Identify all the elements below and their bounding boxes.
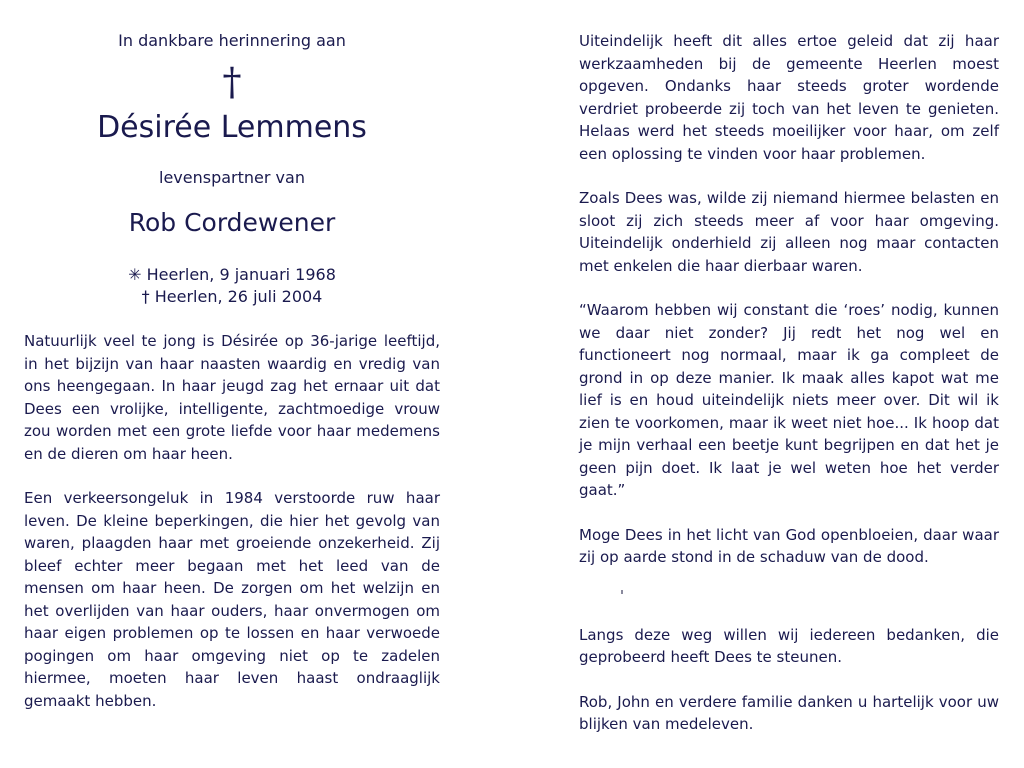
quote-paragraph: “Waarom hebben wij constant die ‘roes’ nodig, kunnen we daar niet zonder? Jij redt het nog wel en functioneert nog normaal, maar ik ga compleet de grond in op deze manier. Ik maak alles kapot wat me lief is en houd uiteindelijk niets meer over. Dit wil ik zien te voorkomen, maar ik weet niet hoe... Ik hoop dat je mijn verhaal een beetje kunt begrijpen en dat het je geen pijn doet. Ik laat je wel weten hoe het verder gaat.” <box>579 301 999 499</box>
deceased-name: Désirée Lemmens <box>97 110 367 145</box>
intro-line: In dankbare herinnering aan <box>118 31 346 50</box>
left-column <box>24 30 440 712</box>
cross-icon: † <box>222 60 242 104</box>
family-thanks-paragraph: Rob, John en verdere familie danken u hartelijk voor uw blijken van medeleven. <box>579 692 999 733</box>
blessing-paragraph: Moge Dees in het licht van God openbloeien, daar waar zij op aarde stond in de schaduw van de dood. <box>579 525 999 566</box>
life-dates <box>24 264 440 308</box>
left-paragraph-1: Natuurlijk veel te jong is Désirée op 36-jarige leeftijd, in het bijzijn van haar naasten waardig en vredig van ons heengegaan. In haar jeugd zag het ernaar uit dat Dees een vrolijke, intelligente, zachtmoedige vrouw zou worden met een grote liefde voor haar medemens en de dieren om haar heen. <box>24 332 440 463</box>
thanks-paragraph: Langs deze weg willen wij iedereen bedanken, die geprobeerd heeft Dees te steunen. <box>579 625 999 666</box>
right-column <box>579 30 999 736</box>
partner-label: levenspartner van <box>159 168 305 187</box>
death-date: † Heerlen, 26 juli 2004 <box>141 287 323 306</box>
partner-name: Rob Cordewener <box>128 208 336 237</box>
print-speck <box>621 590 623 594</box>
right-paragraph-2: Zoals Dees was, wilde zij niemand hiermee belasten en sloot zij zich steeds meer af voor haar omgeving. Uiteindelijk onderhield zij alleen nog maar contacten met enkelen die haar dierbaar waren. <box>579 189 999 275</box>
right-paragraph-1: Uiteindelijk heeft dit alles ertoe geleid dat zij haar werkzaamheden bij de gemeente Heerlen moest opgeven. Ondanks haar steeds groter wordende verdriet probeerde zij toch van het leven te genieten. Helaas werd het steeds moeilijker voor haar, om zelf een oplossing te vinden voor haar problemen. <box>579 32 999 163</box>
card-header <box>24 30 440 308</box>
left-paragraph-2: Een verkeersongeluk in 1984 verstoorde ruw haar leven. De kleine beperkingen, die hier het gevolg van waren, plaagden haar met groeiende onzekerheid. Zij bleef echter meer begaan met het leed van de mensen om haar heen. De zorgen om het welzijn en het overlijden van haar ouders, haar onvermogen om haar eigen problemen op te lossen en haar verwoede pogingen om haar omgeving niet op te zadelen hiermee, moeten haar leven haast ondraaglijk gemaakt hebben. <box>24 489 440 710</box>
birth-date: ✳ Heerlen, 9 januari 1968 <box>128 265 336 284</box>
